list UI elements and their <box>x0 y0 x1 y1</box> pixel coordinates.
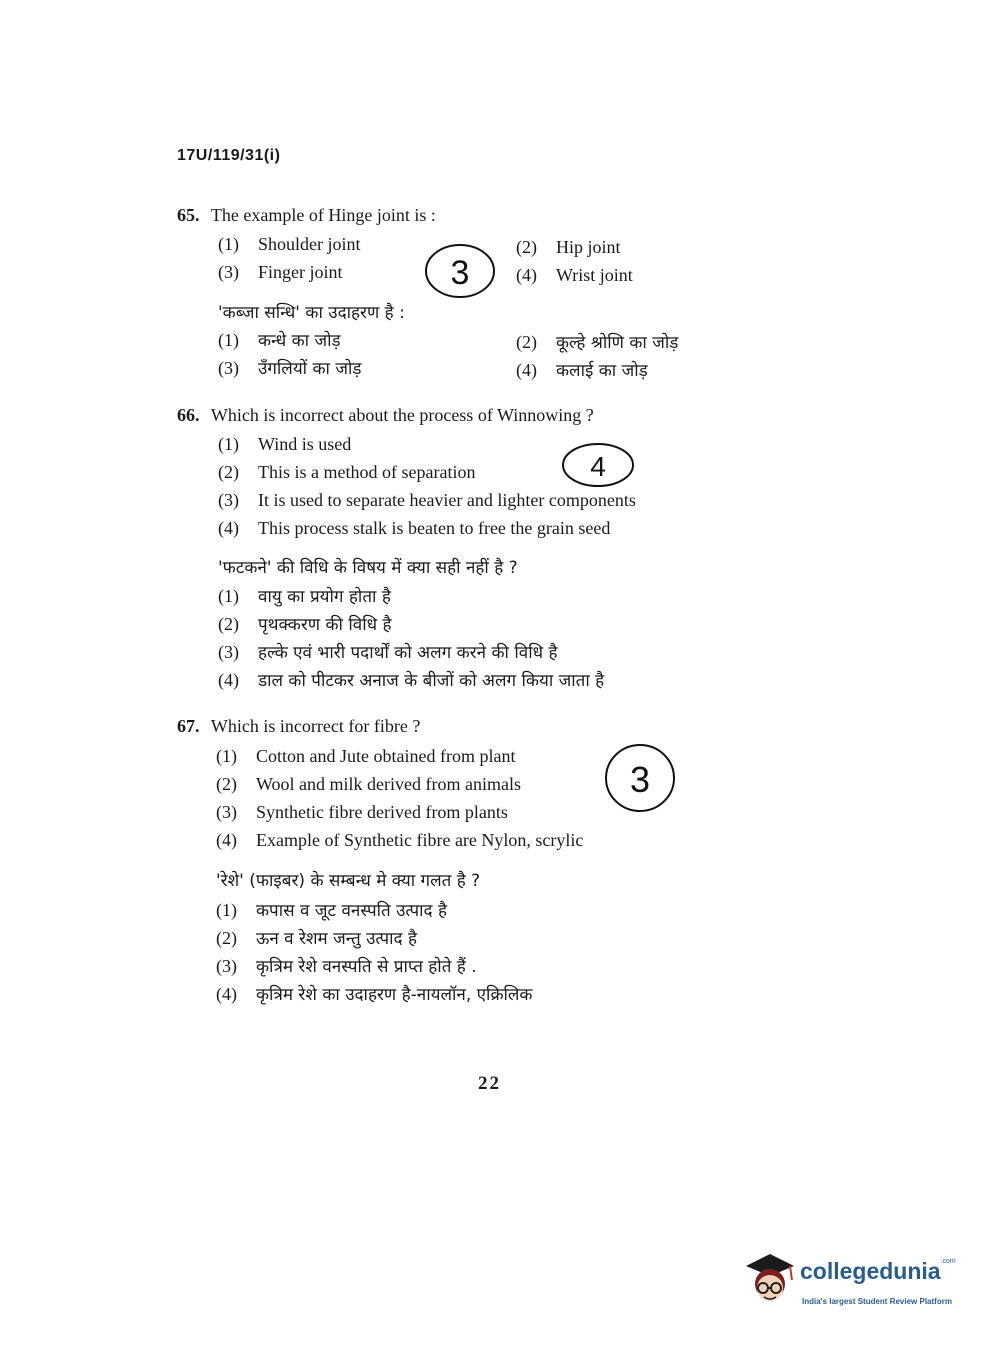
option-2: (2) This is a method of separation <box>218 462 476 482</box>
question-65-stem <box>177 205 436 226</box>
page-number: 22 <box>478 1073 501 1094</box>
marked-answer: 3 <box>629 759 651 800</box>
marked-answer-circle <box>420 240 500 302</box>
marked-answer: 4 <box>590 451 606 482</box>
marked-answer-circle <box>558 440 640 490</box>
option-1: (1) Wind is used <box>218 434 352 454</box>
option-2: (2) Wool and milk derived from animals <box>216 774 521 794</box>
question-number: 67. <box>177 716 200 736</box>
question-66-stem <box>177 405 594 426</box>
option-4: (4) This process stalk is beaten to free the grain seed <box>218 518 611 538</box>
hindi-option-1: (1) वायु का प्रयोग होता है <box>218 586 391 607</box>
hindi-option-3: (3) हल्के एवं भारी पदार्थों को अलग करने की विधि है <box>218 642 558 663</box>
option-1: (1) Cotton and Jute obtained from plant <box>216 746 516 766</box>
hindi-option-2: (2) पृथक्करण की विधि है <box>218 614 392 635</box>
question-text: The example of Hinge joint is : <box>210 205 436 225</box>
question-number: 65. <box>177 205 200 225</box>
option-2: (2) Hip joint <box>516 237 621 257</box>
question-number: 66. <box>177 405 200 425</box>
hindi-option-1: (1) कन्धे का जोड़ <box>218 330 341 351</box>
hindi-option-1: (1) कपास व जूट वनस्पति उत्पाद है <box>216 900 448 921</box>
mascot-icon <box>742 1252 800 1314</box>
hindi-option-2: (2) ऊन व रेशम जन्तु उत्पाद है <box>216 928 417 949</box>
option-1: (1) Shoulder joint <box>218 234 361 254</box>
hindi-option-2: (2) कूल्हे श्रोणि का जोड़ <box>516 332 679 353</box>
collegedunia-logo <box>742 1250 972 1320</box>
option-3: (3) Synthetic fibre derived from plants <box>216 802 508 822</box>
logo-tagline: India's largest Student Review Platform <box>802 1297 952 1306</box>
hindi-option-4: (4) कृत्रिम रेशे का उदाहरण है-नायलॉन, एक्रिलिक <box>216 984 533 1005</box>
paper-code: 17U/119/31(i) <box>177 147 281 164</box>
hindi-option-4: (4) कलाई का जोड़ <box>516 360 648 381</box>
marked-answer: 3 <box>450 254 470 292</box>
option-3: (3) It is used to separate heavier and lighter components <box>218 490 636 510</box>
option-3: (3) Finger joint <box>218 262 343 282</box>
question-67-stem <box>177 716 420 737</box>
hindi-question-text: 'कब्जा सन्धि' का उदाहरण है : <box>218 303 405 323</box>
hindi-question-text: 'रेशे' (फाइबर) के सम्बन्ध मे क्या गलत है ? <box>216 871 481 891</box>
hindi-option-3: (3) कृत्रिम रेशे वनस्पति से प्राप्त होते हैं . <box>216 956 477 977</box>
marked-answer-circle <box>600 738 682 816</box>
question-text: Which is incorrect about the process of Winnowing ? <box>210 405 594 425</box>
hindi-option-3: (3) उँगलियों का जोड़ <box>218 358 362 379</box>
hindi-question-text: 'फटकने' की विधि के विषय में क्या सही नहीं है ? <box>218 558 518 578</box>
hindi-option-4: (4) डाल को पीटकर अनाज के बीजों को अलग किया जाता है <box>218 670 605 691</box>
option-4: (4) Example of Synthetic fibre are Nylon, scrylic <box>216 830 584 850</box>
logo-wordmark: collegedunia$^{.com}$ <box>800 1258 956 1284</box>
question-text: Which is incorrect for fibre ? <box>210 716 421 736</box>
option-4: (4) Wrist joint <box>516 265 633 285</box>
